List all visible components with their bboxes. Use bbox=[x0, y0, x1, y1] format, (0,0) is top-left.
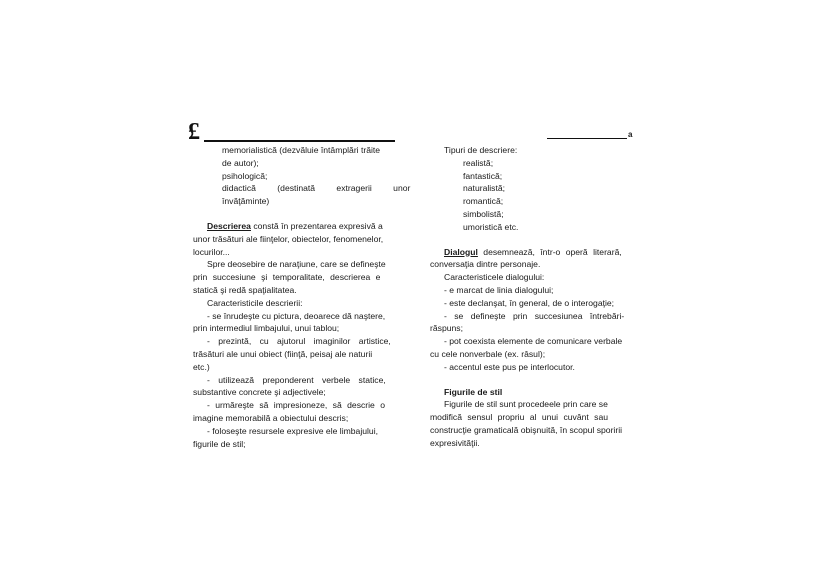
right-column bbox=[430, 144, 631, 450]
text-line: - prezintă, cu ajutorul imaginilor artistice, bbox=[207, 336, 391, 347]
text-line: substantive concrete şi adjectivele; bbox=[193, 387, 326, 398]
text-line: - accentul este pus pe interlocutor. bbox=[444, 361, 575, 372]
list-item: romantică; bbox=[463, 196, 504, 207]
text-line: - se defineşte prin succesiunea întrebări- bbox=[444, 310, 625, 321]
text-line: didactică (destinată extragerii unor bbox=[222, 183, 411, 194]
text-line: de autor); bbox=[222, 157, 259, 168]
text-line: învăţăminte) bbox=[222, 196, 270, 207]
text-line: unor trăsături ale fiinţelor, obiectelor, fenomenelor, bbox=[193, 233, 384, 244]
text-line: - foloseşte resursele expresive ele limbajului, bbox=[207, 425, 378, 436]
header-right-mark: a bbox=[628, 130, 633, 139]
text-line: conversaţia dintre personaje. bbox=[430, 259, 541, 270]
list-item: realistă; bbox=[463, 157, 494, 168]
paragraph-gap bbox=[430, 374, 631, 386]
left-column bbox=[193, 144, 411, 450]
text-line: Tipuri de descriere: bbox=[444, 145, 518, 155]
page-header-mark bbox=[188, 120, 200, 144]
header-rule-right bbox=[547, 138, 627, 139]
paragraph-gap bbox=[193, 208, 394, 220]
text-line: Spre deosebire de naraţiune, care se defineşte bbox=[207, 259, 386, 270]
text-line: statică şi redă spaţialitatea. bbox=[193, 284, 297, 295]
text-line: imagine memorabilă a obiectului descris; bbox=[193, 412, 349, 423]
text-line: prin succesiune şi temporalitate, descrierea e bbox=[193, 272, 381, 283]
line-text: memorialistică (dezvăluie întâmplări trăite bbox=[222, 145, 381, 155]
term-dialogul: Dialogul bbox=[444, 246, 478, 257]
text-line: - se înrudeşte cu pictura, deoarece dă naştere, bbox=[207, 310, 386, 321]
text-line: - urmăreşte să impresioneze, să descrie o bbox=[207, 400, 386, 411]
text-line: Caracteristicele dialogului: bbox=[444, 272, 545, 283]
text-line: psihologică; bbox=[222, 170, 268, 181]
text-line: - este declanşat, în general, de o interogaţie; bbox=[444, 297, 615, 308]
text-line: prin intermediul limbajului, unui tablou; bbox=[193, 323, 340, 334]
header-rule-left bbox=[204, 140, 395, 142]
text-line: - pot coexista elemente de comunicare verbale bbox=[444, 336, 623, 347]
text-line bbox=[430, 246, 631, 259]
paragraph-gap bbox=[430, 234, 631, 246]
text-line: - utilizează preponderent verbele statice, bbox=[207, 374, 386, 385]
text-line: Caracteristicile descrierii: bbox=[207, 297, 303, 308]
header-pound-glyph: £ bbox=[188, 119, 200, 145]
list-item: umoristică etc. bbox=[463, 221, 519, 232]
line-text: desemnează, într-o operă literară, bbox=[477, 246, 622, 257]
term-descrierea: Descrierea bbox=[207, 220, 251, 231]
text-line bbox=[193, 220, 394, 233]
text-line: răspuns; bbox=[430, 323, 463, 334]
text-line: etc.) bbox=[193, 361, 210, 372]
text-line: trăsături ale unui obiect (fiinţă, peisaj ale naturii bbox=[193, 348, 373, 359]
line-text: constă în prezentarea expresivă a bbox=[250, 220, 383, 231]
text-line: construcţie gramaticală obişnuită, în scopul sporirii bbox=[430, 424, 623, 435]
list-item: fantastică; bbox=[463, 170, 503, 181]
text-line: expresivităţii. bbox=[430, 437, 480, 448]
text-line: cu cele nonverbale (ex. râsul); bbox=[430, 348, 546, 359]
list-item: naturalistă; bbox=[463, 183, 506, 194]
text-line bbox=[193, 144, 394, 157]
list-item: simbolistă; bbox=[463, 208, 504, 219]
section-heading: Figurile de stil bbox=[444, 386, 503, 397]
text-line: Figurile de stil sunt procedeele prin care se bbox=[444, 399, 608, 410]
text-line: modifică sensul propriu al unui cuvânt sau bbox=[430, 412, 609, 423]
text-line: - e marcat de linia dialogului; bbox=[444, 284, 554, 295]
text-line: figurile de stil; bbox=[193, 438, 246, 449]
text-line: locurilor... bbox=[193, 246, 230, 257]
